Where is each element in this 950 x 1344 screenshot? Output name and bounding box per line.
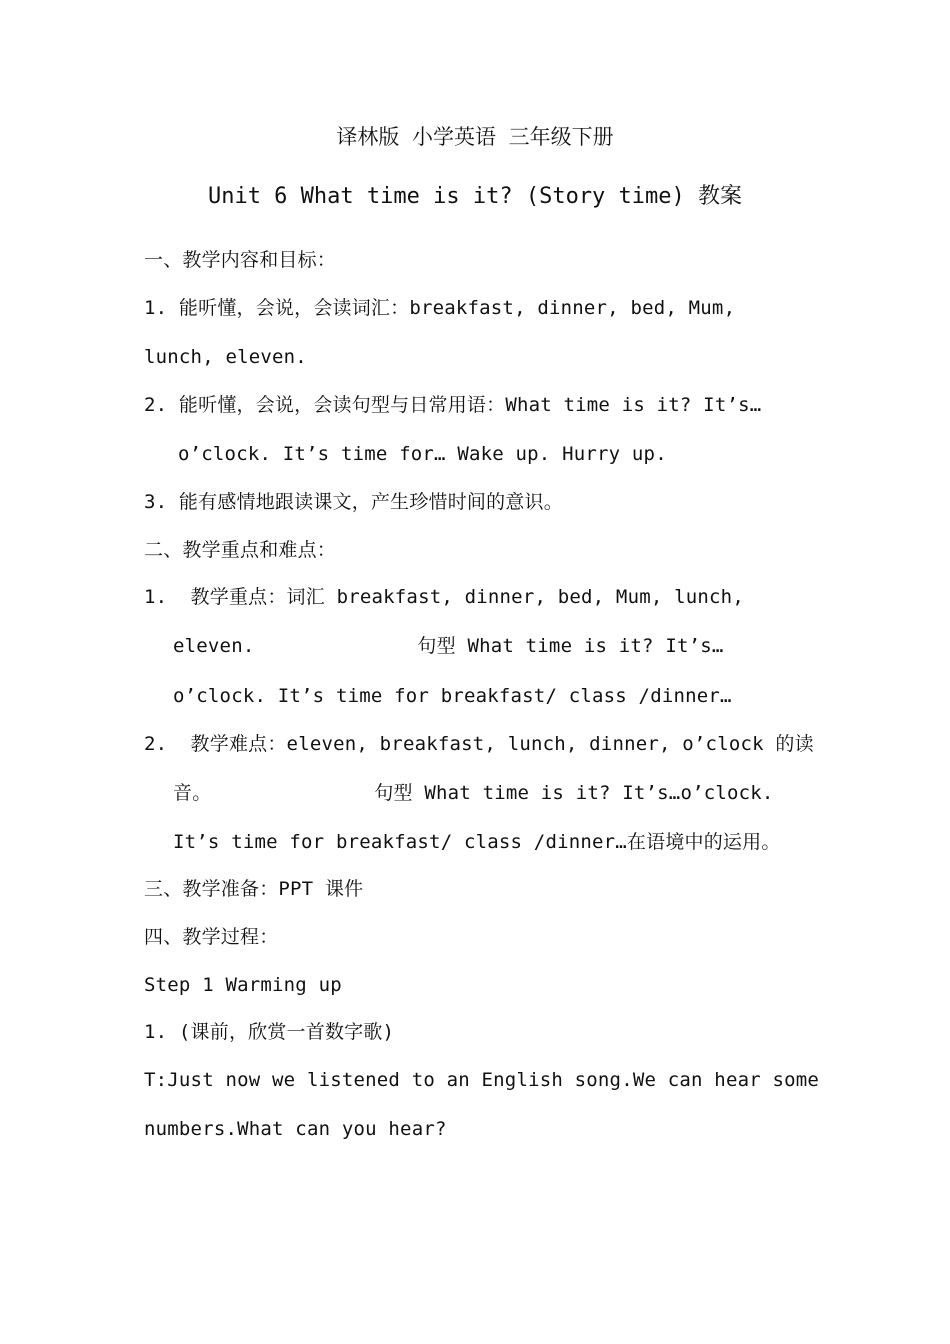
document-title: Unit 6 What time is it? (Story time) 教案 (207, 184, 743, 209)
key-point-1-cont: eleven. 句型 What time is it? It’s… (173, 635, 724, 657)
section-heading-key-points: 二、教学重点和难点： (144, 539, 337, 561)
key-point-1: 1. 教学重点：词汇 breakfast, dinner, bed, Mum, lunch, (144, 586, 744, 608)
step-heading: Step 1 Warming up (144, 974, 342, 996)
teacher-line: T:Just now we listened to an English song.We can hear some (144, 1069, 820, 1091)
section-heading-preparation: 三、教学准备：PPT 课件 (144, 878, 364, 900)
goal-item-2-cont: o’clock. It’s time for… Wake up. Hurry up. (178, 443, 667, 465)
teacher-line-cont: numbers.What can you hear? (144, 1118, 447, 1140)
difficult-point-2: 2. 教学难点：eleven, breakfast, lunch, dinner, o’clock 的读 (144, 733, 814, 755)
section-heading-process: 四、教学过程： (144, 926, 279, 948)
section-heading-content-goals: 一、教学内容和目标： (144, 249, 337, 271)
difficult-point-2-cont2: It’s time for breakfast/ class /dinner…在语境中的运用。 (173, 831, 781, 853)
goal-item-1-cont: lunch, eleven. (144, 346, 307, 368)
step-item-1: 1. (课前，欣赏一首数字歌) (144, 1021, 395, 1043)
key-point-1-cont2: o’clock. It’s time for breakfast/ class /dinner… (173, 685, 732, 707)
document-header: 译林版 小学英语 三年级下册 (336, 125, 614, 149)
goal-item-1: 1. 能听懂，会说，会读词汇：breakfast, dinner, bed, Mum, (144, 297, 736, 319)
goal-item-2: 2. 能听懂，会说，会读句型与日常用语：What time is it? It’s… (144, 394, 762, 416)
goal-item-3: 3. 能有感情地跟读课文，产生珍惜时间的意识。 (144, 491, 563, 513)
difficult-point-2-cont: 音。 句型 What time is it? It’s…o’clock. (173, 782, 774, 804)
